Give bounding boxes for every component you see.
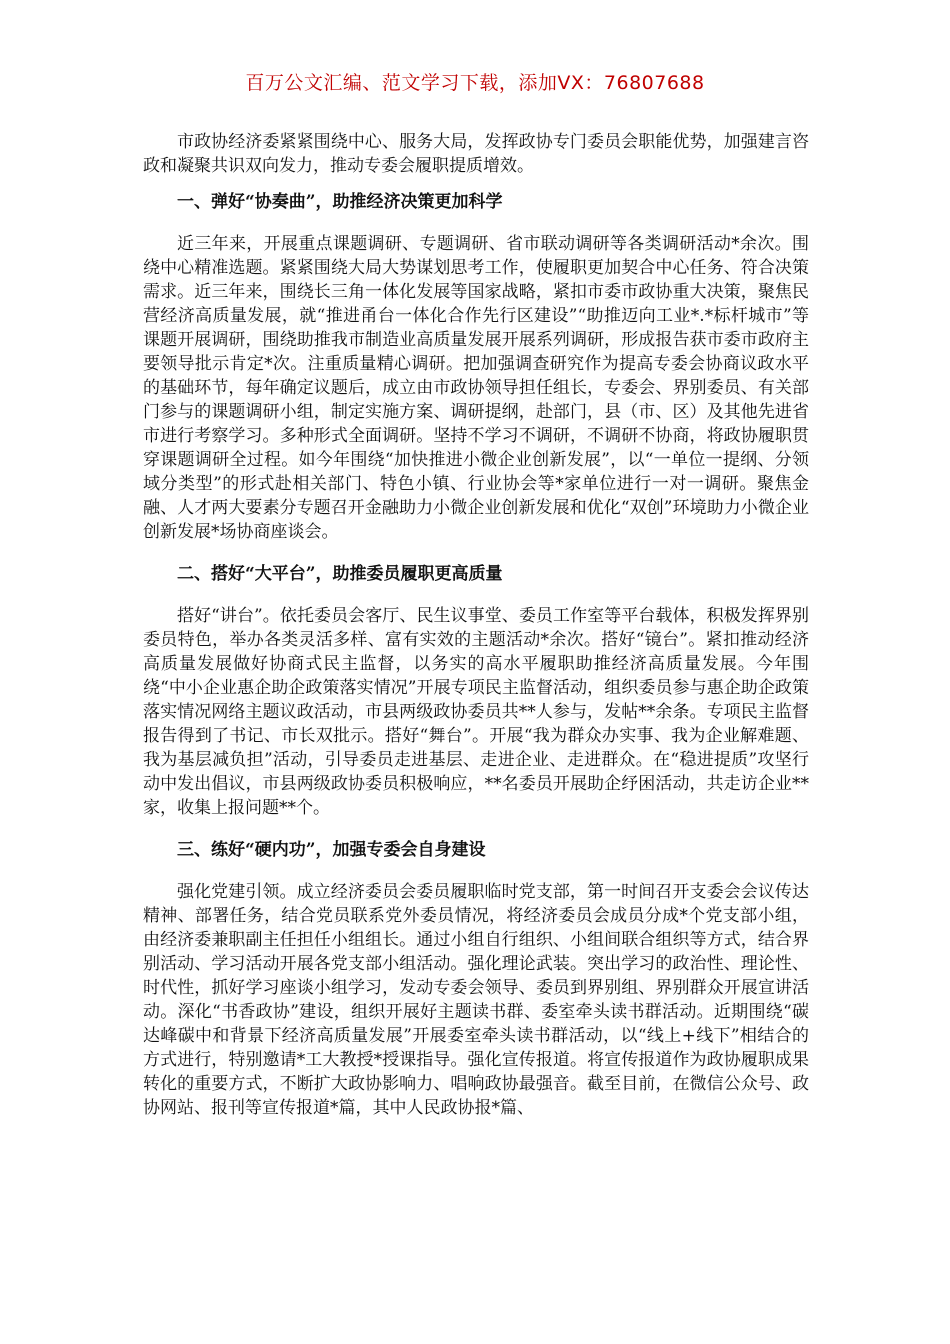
document-body [143, 130, 809, 1120]
section-2-paragraph: 搭好“讲台”。依托委员会客厅、民生议事堂、委员工作室等平台载体，积极发挥界别委员特色，举办各类灵活多样、富有实效的主题活动*余次。搭好“镜台”。紧扣推动经济高质量发展做好协商式民主监督，以务实的高水平履职助推经济高质量发展。今年围绕“中小企业惠企助企政策落实情况”开展专项民主监督活动，组织委员参与惠企助企政策落实情况网络主题议政活动，市县两级政协委员共**人参与，发帖**余条。专项民主监督报告得到了书记、市长双批示。搭好“舞台”。开展“我为群众办实事、我为企业解难题、我为基层减负担”活动，引导委员走进基层、走进企业、走进群众。在“稳进提质”攻坚行动中发出倡议，市县两级政协委员积极响应，**名委员开展助企纾困活动，共走访企业**家，收集上报问题**个。 [143, 606, 809, 818]
section-1-heading: 一、弹好“协奏曲”，助推经济决策更加科学 [177, 192, 503, 212]
section-3-heading: 三、练好“硬内功”，加强专委会自身建设 [177, 840, 486, 860]
section-3-paragraph: 强化党建引领。成立经济委员会委员履职临时党支部，第一时间召开支委会会议传达精神、部署任务，结合党员联系党外委员情况，将经济委员会成员分成*个党支部小组，由经济委兼职副主任担任小组组长。通过小组自行组织、小组间联合组织等方式，结合界别活动、学习活动开展各党支部小组活动。强化理论武装。突出学习的政治性、理论性、时代性，抓好学习座谈小组学习，发动专委会领导、委员到界别组、界别群众开展宣讲活动。深化“书香政协”建设，组织开展好主题读书群、委室牵头读书群活动。近期围绕“碳达峰碳中和背景下经济高质量发展”开展委室牵头读书群活动，以“线上+线下”相结合的方式进行，特别邀请*工大教授*授课指导。强化宣传报道。将宣传报道作为政协履职成果转化的重要方式，不断扩大政协影响力、唱响政协最强音。截至目前，在微信公众号、政协网站、报刊等宣传报道*篇，其中人民政协报*篇、 [143, 882, 809, 1118]
header-banner: 百万公文汇编、范文学习下载，添加VX：76807688 [245, 72, 705, 94]
section-1-paragraph: 近三年来，开展重点课题调研、专题调研、省市联动调研等各类调研活动*余次。围绕中心精准选题。紧紧围绕大局大势谋划思考工作，使履职更加契合中心任务、符合决策需求。近三年来，围绕长三角一体化发展等国家战略，紧扣市委市政协重大决策，聚焦民营经济高质量发展，就“推进甬台一体化合作先行区建设”“助推迈向工业*.*标杆城市”等课题开展调研，围绕助推我市制造业高质量发展开展系列调研，形成报告获市委市政府主要领导批示肯定*次。注重质量精心调研。把加强调查研究作为提高专委会协商议政水平的基础环节，每年确定议题后，成立由市政协领导担任组长，专委会、界别委员、有关部门参与的课题调研小组，制定实施方案、调研提纲，赴部门，县（市、区）及其他先进省市进行考察学习。多种形式全面调研。坚持不学习不调研，不调研不协商，将政协履职贯穿课题调研全过程。如今年围绕“加快推进小微企业创新发展”，以“一单位一提纲、分领域分类型”的形式赴相关部门、特色小镇、行业协会等*家单位进行一对一调研。聚焦金融、人才两大要素分专题召开金融助力小微企业创新发展和优化“双创”环境助力小微企业创新发展*场协商座谈会。 [143, 234, 809, 542]
intro-paragraph: 市政协经济委紧紧围绕中心、服务大局，发挥政协专门委员会职能优势，加强建言咨政和凝聚共识双向发力，推动专委会履职提质增效。 [143, 132, 809, 176]
section-2-heading: 二、搭好“大平台”，助推委员履职更高质量 [177, 564, 503, 584]
